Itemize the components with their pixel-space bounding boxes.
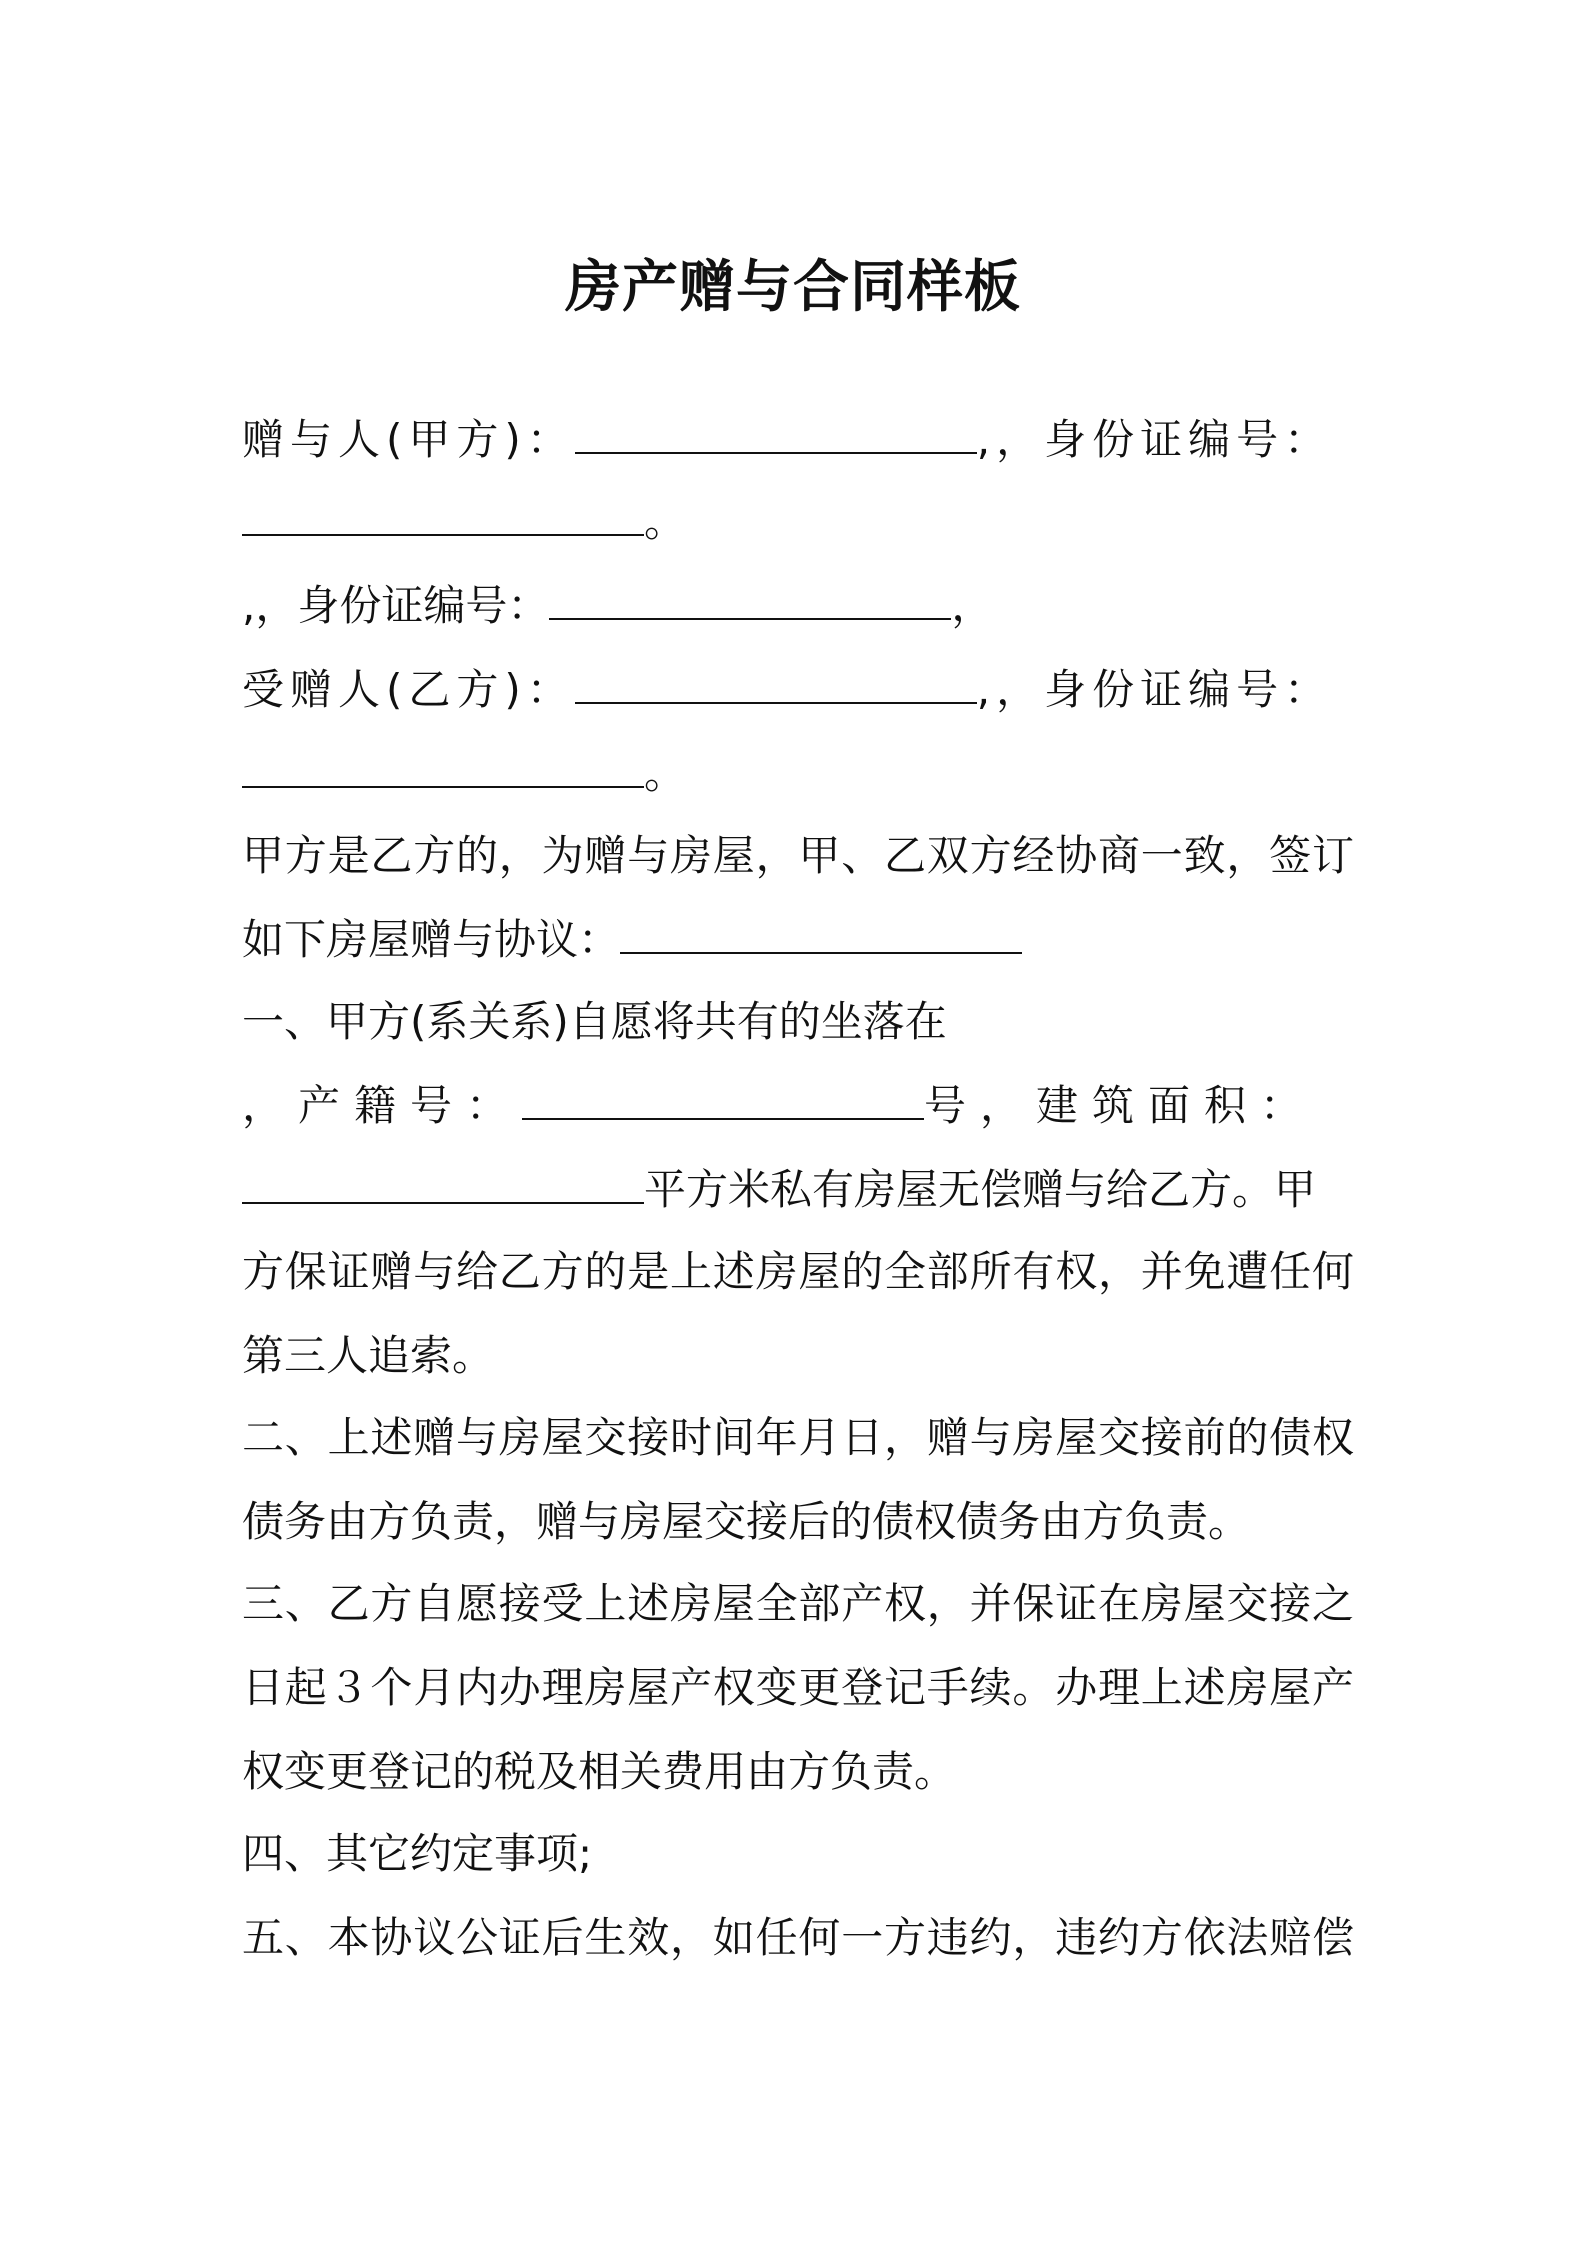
donor-id-blank [242,533,644,536]
floor-area-text: 平方米私有房屋无偿赠与给乙方。甲 [644,1165,1317,1214]
donor-id-line [242,480,1354,564]
paragraph-line: 方保证赠与给乙方的是上述房屋的全部所有权，并免遭任何 [242,1247,1354,1296]
clause-5-line: 五、本协议公证后生效，如任何一方违约，违约方依法赔偿 [242,1913,1354,1962]
clause-1-line: 一、甲方(系关系)自愿将共有的坐落在 [242,997,947,1046]
donee-name-blank [575,701,977,704]
coowner-id-label: ,，身份证编号： [242,581,550,630]
agreement-intro-line [242,898,1354,982]
agreement-intro-label: 如下房屋赠与协议： [242,915,621,964]
clause-3-line: 三、乙方自愿接受上述房屋全部产权，并保证在房屋交接之 [242,1579,1354,1628]
floor-area-line [242,1148,1354,1232]
line-end-mark: 。 [644,749,687,798]
donee-id-line [242,732,1354,816]
floor-area-label: 号，建筑面积： [924,1081,1317,1130]
agreement-blank [620,951,1022,954]
paragraph-line: 日起３个月内办理房屋产权变更登记手续。办理上述房屋产 [242,1663,1354,1712]
coowner-id-blank [549,617,951,620]
floor-area-blank [242,1201,644,1204]
line-end-mark: ， [951,581,994,630]
donor-label: 赠与人(甲方)： [242,415,575,464]
donee-id-blank [242,785,644,788]
line-end-mark: 。 [644,497,687,546]
paragraph-line: 甲方是乙方的，为赠与房屋，甲、乙双方经协商一致，签订 [242,831,1354,880]
donor-name-blank [575,451,977,454]
paragraph-line: 第三人追索。 [242,1331,495,1380]
property-number-label: ，产籍号： [242,1081,523,1130]
donee-line [242,648,1354,732]
clause-2-line: 二、上述赠与房屋交接时间年月日，赠与房屋交接前的债权 [242,1413,1354,1462]
donor-line [242,398,1354,482]
document-title: 房产赠与合同样板 [565,255,1021,320]
property-number-blank [522,1117,924,1120]
clause-4-line: 四、其它约定事项; [242,1829,593,1878]
donee-label: 受赠人(乙方)： [242,665,575,714]
paragraph-line: 债务由方负责，赠与房屋交接后的债权债务由方负责。 [242,1497,1251,1546]
coowner-id-line [242,564,1354,648]
donee-id-label: ,，身份证编号： [976,665,1333,714]
donor-id-label: ,，身份证编号： [976,415,1333,464]
paragraph-line: 权变更登记的税及相关费用由方负责。 [242,1747,957,1796]
property-number-line [242,1064,1354,1148]
